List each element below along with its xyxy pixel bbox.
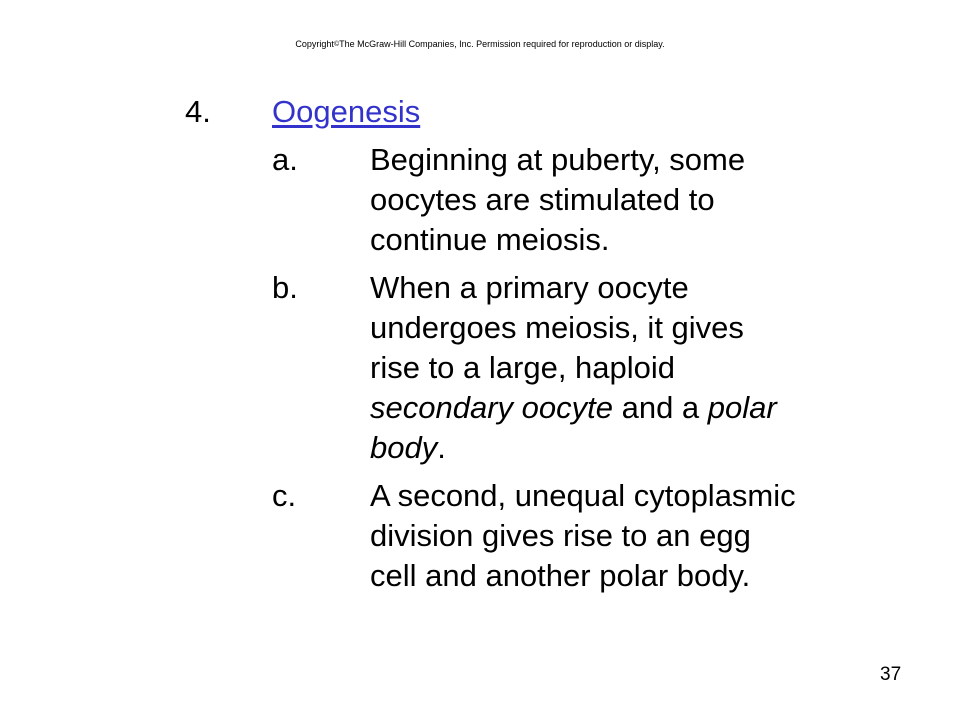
item-line: Beginning at puberty, some [370,142,746,177]
oogenesis-link[interactable]: Oogenesis [272,94,421,129]
item-period: . [437,430,446,465]
item-line: cell and another polar body. [370,558,751,593]
item-line: undergoes meiosis, it gives [370,310,744,345]
outline-heading-row [176,92,916,132]
list-item-c [272,476,916,596]
item-line [370,428,916,468]
term-body: body [370,430,438,465]
list-item-a [272,140,916,260]
copyright-symbol: © [333,41,340,48]
term-polar: polar [707,390,777,425]
item-letter: c. [272,478,297,513]
item-line: rise to a large, haploid [370,350,676,385]
item-line: When a primary oocyte [370,270,689,305]
outline-items [176,140,916,596]
item-line: A second, unequal cytoplasmic [370,478,796,513]
copyright-notice [0,38,960,51]
item-line: division gives rise to an egg [370,518,751,553]
slide-outline [176,92,916,604]
item-letter: b. [272,270,298,305]
item-text [370,268,916,468]
item-connector: and a [612,390,708,425]
item-line [370,388,916,428]
term-secondary-oocyte: secondary oocyte [370,390,613,425]
item-line: oocytes are stimulated to [370,182,715,217]
item-line: continue meiosis. [370,222,610,257]
outline-number: 4. [185,94,211,129]
item-letter: a. [272,142,298,177]
item-text [370,140,916,260]
copyright-label: Copyright [295,39,334,49]
page-number: 37 [880,664,902,685]
copyright-statement: The McGraw-Hill Companies, Inc. Permission required for reproduction or display. [339,39,665,49]
item-text [370,476,916,596]
list-item-b [272,268,916,468]
